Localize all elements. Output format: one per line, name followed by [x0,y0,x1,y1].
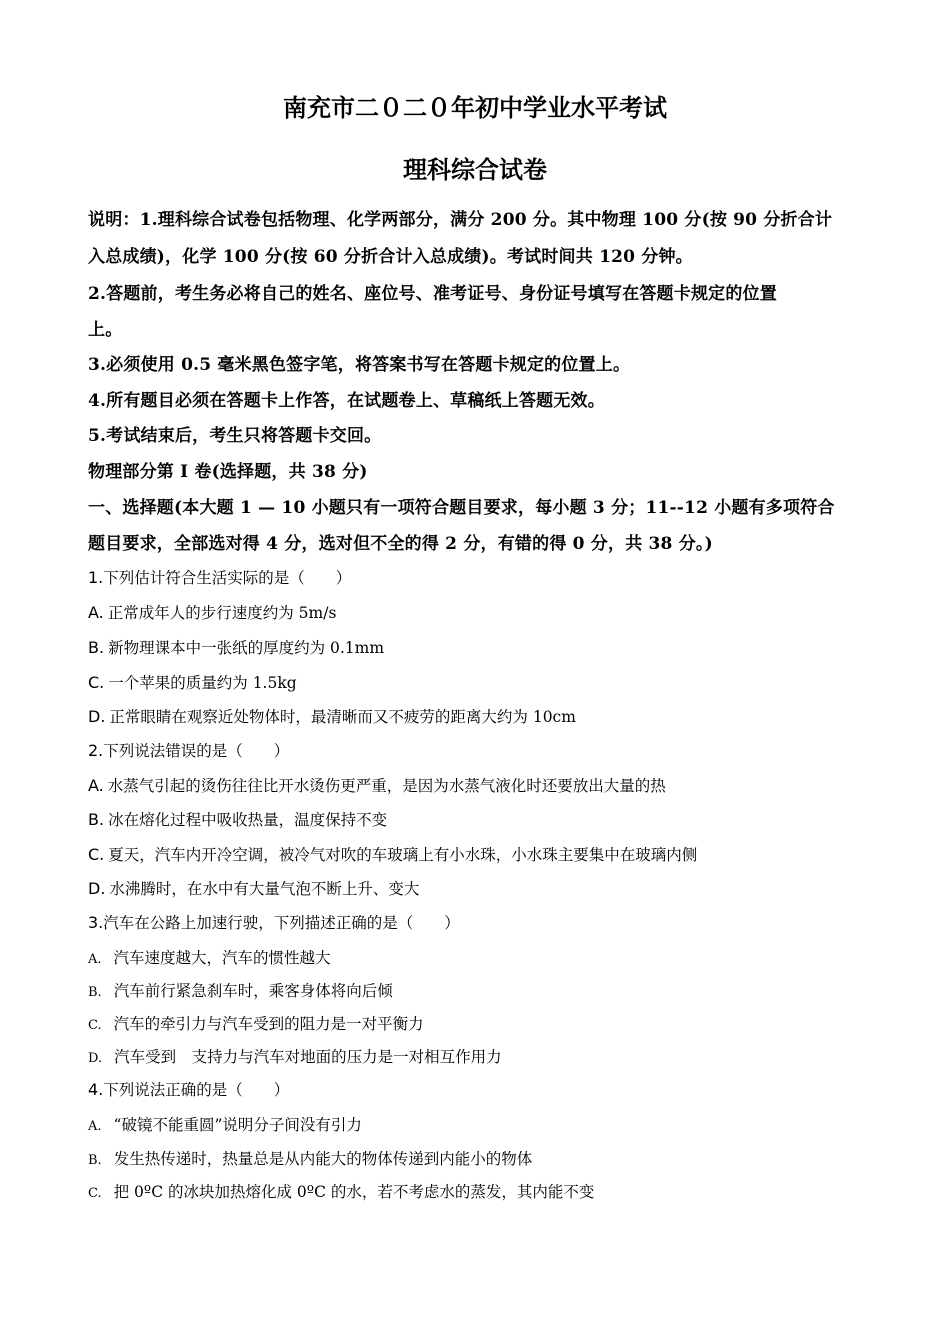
option-letter: C. [88,673,105,692]
question-2-option-b [88,808,387,830]
exam-title: 南充市二０二０年初中学业水平考试 [283,93,667,122]
option-text: 正常成年人的步行速度约为 5m/s [107,604,337,622]
instruction-line: 说明：1.理科综合试卷包括物理、化学两部分，满分 200 分。其中物理 100 分(按 90 分折合计 [88,210,833,230]
question-4-option-a [88,1113,362,1135]
option-letter: B. [88,1153,102,1168]
section-heading: 物理部分第 I 卷(选择题，共 38 分) [88,462,368,482]
option-letter: D. [88,707,106,726]
option-text: “破镜不能重圆”说明分子间没有引力 [113,1116,362,1134]
option-letter: C. [88,1186,102,1201]
question-number: 1. [88,568,104,587]
section-rules-line: 题目要求，全部选对得 4 分，选对但不全的得 2 分，有错的得 0 分，共 38 分。) [88,534,713,554]
option-letter: B. [88,985,102,1000]
option-text: 汽车的牵引力与汽车受到的阻力是一对平衡力 [113,1015,424,1033]
question-3-option-b [88,979,393,1001]
question-1-option-a [88,601,336,623]
instruction-line: 4.所有题目必须在答题卡上作答，在试题卷上、草稿纸上答题无效。 [88,391,605,411]
option-text: 水蒸气引起的烫伤往往比开水烫伤更严重，是因为水蒸气液化时还要放出大量的热 [107,777,666,795]
option-text: 夏天，汽车内开冷空调，被冷气对吹的车玻璃上有小水珠，小水珠主要集中在玻璃内侧 [108,846,698,864]
instruction-line: 5.考试结束后，考生只将答题卡交回。 [88,426,382,446]
question-text: 下列估计符合生活实际的是（ ） [103,569,352,587]
option-text: 发生热传递时，热量总是从内能大的物体传递到内能小的物体 [113,1150,533,1168]
instruction-line: 3.必须使用 0.5 毫米黑色签字笔，将答案书写在答题卡规定的位置上。 [88,355,631,375]
question-4-option-c [88,1180,594,1202]
option-text: 新物理课本中一张纸的厚度约为 0.1mm [108,639,385,657]
question-text: 下列说法正确的是（ ） [103,1081,290,1099]
option-text: 正常眼睛在观察近处物体时，最清晰而又不疲劳的距离大约为 10cm [109,708,576,726]
question-1-option-d [88,705,576,727]
question-3-stem [88,911,460,933]
option-letter: A. [88,603,104,622]
option-text: 汽车受到 支持力与汽车对地面的压力是一对相互作用力 [114,1048,502,1066]
option-text: 汽车前行紧急刹车时，乘客身体将向后倾 [113,982,393,1000]
option-letter: C. [88,845,105,864]
instruction-line: 入总成绩)，化学 100 分(按 60 分折合计入总成绩)。考试时间共 120 分钟。 [88,247,693,267]
option-letter: A. [88,776,104,795]
option-text: 汽车速度越大，汽车的惯性越大 [113,949,331,967]
option-letter: C. [88,1018,102,1033]
question-2-option-c [88,843,697,865]
option-text: 冰在熔化过程中吸收热量，温度保持不变 [108,811,388,829]
question-2-option-d [88,877,419,899]
question-1-option-b [88,636,384,658]
question-1-stem [88,566,351,588]
section-rules-line: 一、选择题(本大题 1 — 10 小题只有一项符合题目要求，每小题 3 分；11--12 小题有多项符合 [88,498,835,518]
option-letter: B. [88,810,105,829]
option-text: 把 0ºC 的冰块加热熔化成 0ºC 的水，若不考虑水的蒸发，其内能不变 [113,1183,595,1201]
question-3-option-d [88,1045,502,1067]
question-4-option-b [88,1147,532,1169]
instruction-line: 上。 [88,320,123,340]
question-number: 4. [88,1080,104,1099]
question-text: 汽车在公路上加速行驶，下列描述正确的是（ ） [103,914,460,932]
option-letter: B. [88,638,105,657]
exam-subtitle: 理科综合试卷 [403,155,547,184]
question-3-option-a [88,946,331,968]
question-2-option-a [88,774,666,796]
question-4-stem [88,1078,289,1100]
option-letter: A. [88,952,102,967]
question-2-stem [88,739,289,761]
question-number: 2. [88,741,104,760]
question-1-option-c [88,671,297,693]
question-text: 下列说法错误的是（ ） [103,742,290,760]
option-letter: D. [88,1051,103,1066]
option-letter: A. [88,1119,102,1134]
option-text: 水沸腾时，在水中有大量气泡不断上升、变大 [109,880,420,898]
option-letter: D. [88,879,106,898]
option-text: 一个苹果的质量约为 1.5kg [108,674,297,692]
instruction-line: 2.答题前，考生务必将自己的姓名、座位号、准考证号、身份证号填写在答题卡规定的位置 [88,284,777,304]
question-number: 3. [88,913,104,932]
question-3-option-c [88,1012,424,1034]
